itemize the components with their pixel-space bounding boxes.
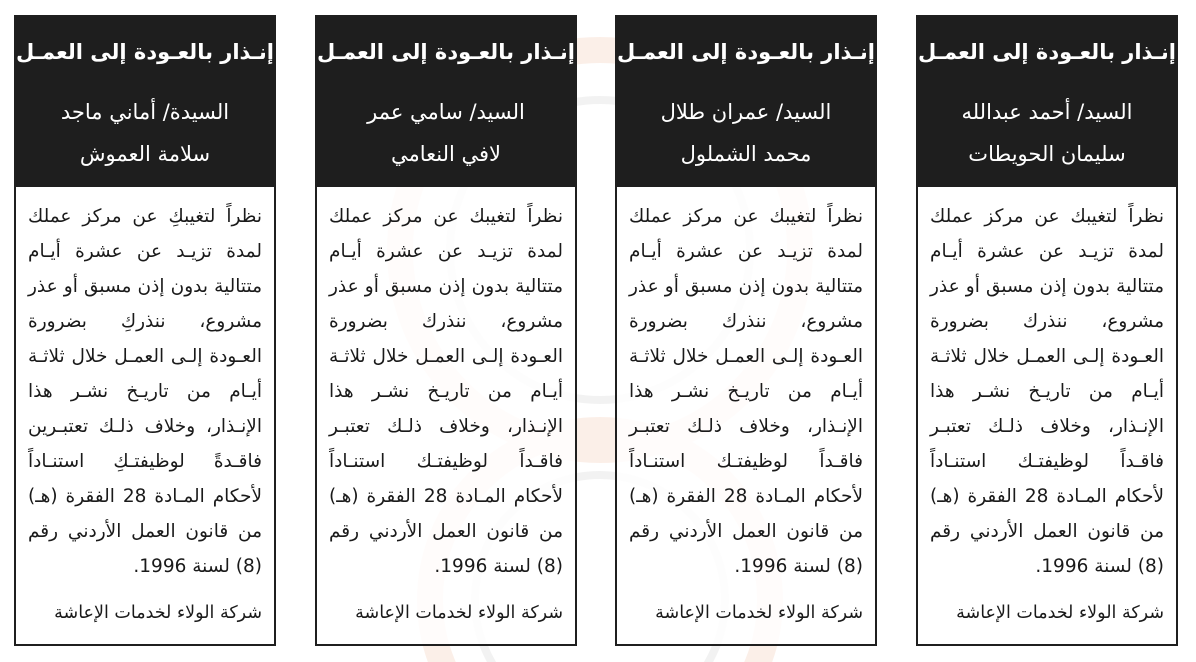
person-name-line1: السيدة/ أماني ماجد [60, 100, 230, 124]
person-name [918, 91, 1176, 175]
person-name [16, 91, 274, 175]
notice-body: نظراً لتغيبك عن مركز عملك لمدة تزيـد عن عشرة أيـام متتالية بدون إذن مسبق أو عذر مشروع، ننذرك بضرورة العـودة إلـى العمـل خلال ثلاثـة أيـام من تاريـخ نشـر هذا الإنـذار، وخلاف ذلـك تعتبـر فاقـداً لوظيفتـك استنـاداً لأحكام المـادة 28 الفقرة (هـ) من قانون العمل الأردني رقم (8) لسنة 1996. [930, 206, 1165, 577]
notice-body: نظراً لتغيبك عن مركز عملك لمدة تزيـد عن عشرة أيـام متتالية بدون إذن مسبق أو عذر مشروع، ننذرك بضرورة العـودة إلـى العمـل خلال ثلاثـة أيـام من تاريـخ نشـر هذا الإنـذار، وخلاف ذلـك تعتبـر فاقـداً لوظيفتـك استنـاداً لأحكام المـادة 28 الفقرة (هـ) من قانون العمل الأردني رقم (8) لسنة 1996. [629, 206, 864, 577]
person-name-line2: لافي النعامي [390, 142, 502, 166]
notice-header [16, 17, 274, 187]
company-name: شركة الولاء لخدمات الإعاشة [956, 603, 1164, 623]
person-name-line2: سلامة العموش [79, 142, 211, 166]
notice-title: إنـذار بالعـودة إلى العمـل [617, 40, 875, 64]
company-name: شركة الولاء لخدمات الإعاشة [355, 603, 563, 623]
person-name-line1: السيد/ سامي عمر [367, 100, 525, 124]
notice-title: إنـذار بالعـودة إلى العمـل [918, 40, 1176, 64]
notice-title: إنـذار بالعـودة إلى العمـل [16, 40, 274, 64]
company-name: شركة الولاء لخدمات الإعاشة [54, 603, 262, 623]
person-name [317, 91, 575, 175]
notice-body: نظراً لتغيبك عن مركز عملك لمدة تزيـد عن عشرة أيـام متتالية بدون إذن مسبق أو عذر مشروع، ننذرك بضرورة العـودة إلـى العمـل خلال ثلاثـة أيـام من تاريـخ نشـر هذا الإنـذار، وخلاف ذلـك تعتبـر فاقـداً لوظيفتـك استنـاداً لأحكام المـادة 28 الفقرة (هـ) من قانون العمل الأردني رقم (8) لسنة 1996. [329, 206, 564, 577]
notice-card [615, 15, 877, 646]
notice-card [315, 15, 577, 646]
notice-header [617, 17, 875, 187]
person-name-line2: سليمان الحويطات [968, 142, 1126, 166]
notice-header [317, 17, 575, 187]
notice-body: نظراً لتغيبكِ عن مركز عملك لمدة تزيـد عن عشرة أيـام متتالية بدون إذن مسبق أو عذر مشروع، ننذركِ بضرورة العـودة إلـى العمـل خلال ثلاثـة أيـام من تاريـخ نشـر هذا الإنـذار، وخلاف ذلـك تعتبـرين فاقـدةً لوظيفتـكِ استنـاداً لأحكام المـادة 28 الفقرة (هـ) من قانون العمل الأردني رقم (8) لسنة 1996. [28, 206, 263, 577]
notice-card [916, 15, 1178, 646]
person-name-line1: السيد/ عمران طلال [660, 100, 832, 124]
company-name: شركة الولاء لخدمات الإعاشة [655, 603, 863, 623]
notice-title: إنـذار بالعـودة إلى العمـل [317, 40, 575, 64]
notice-card [14, 15, 276, 646]
person-name-line2: محمد الشملول [680, 142, 812, 166]
person-name [617, 91, 875, 175]
notice-header [918, 17, 1176, 187]
person-name-line1: السيد/ أحمد عبدالله [961, 100, 1133, 124]
